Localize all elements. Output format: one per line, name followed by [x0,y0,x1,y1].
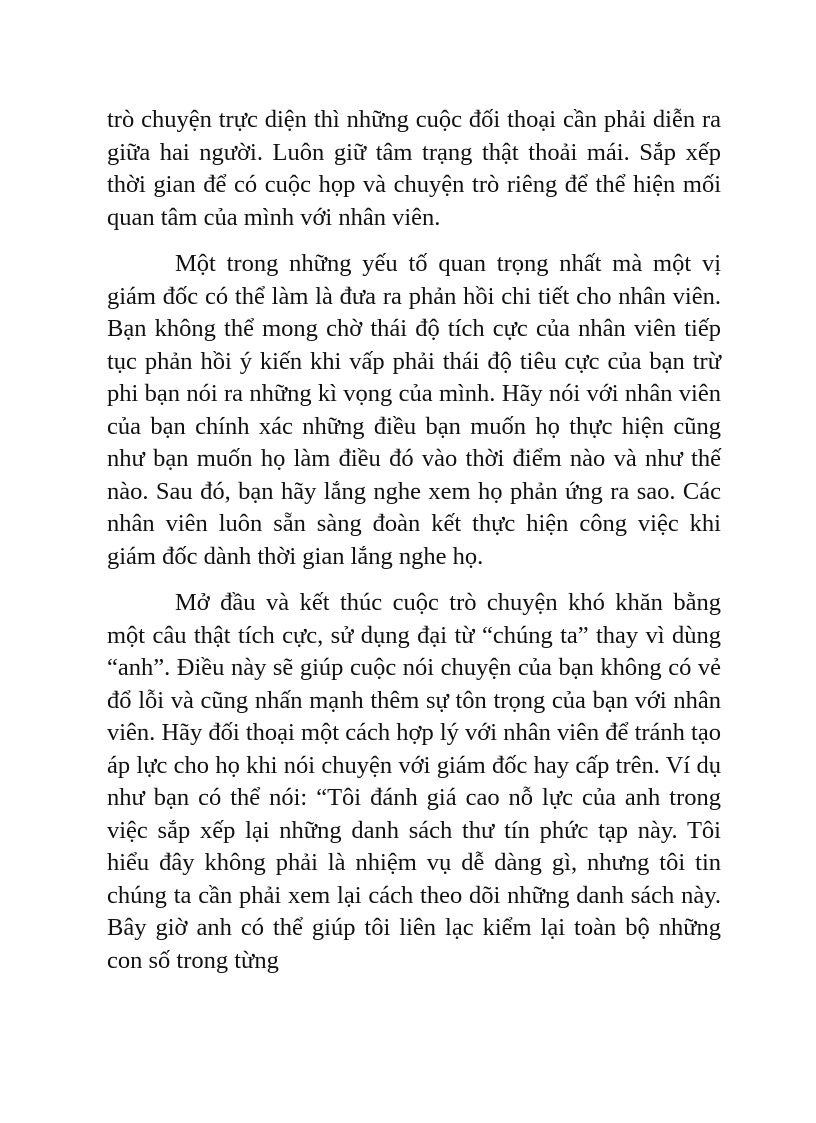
paragraph-feedback: Một trong những yếu tố quan trọng nhất mà một vị giám đốc có thể làm là đưa ra phản hồi chi tiết cho nhân viên. Bạn không thể mong chờ thái độ tích cực của nhân viên tiếp tục phản hồi ý kiến khi vấp phải thái độ tiêu cực của bạn trừ phi bạn nói ra những kì vọng của mình. Hãy nói với nhân viên của bạn chính xác những điều bạn muốn họ thực hiện cũng như bạn muốn họ làm điều đó vào thời điểm nào và như thế nào. Sau đó, bạn hãy lắng nghe xem họ phản ứng ra sao. Các nhân viên luôn sẵn sàng đoàn kết thực hiện công việc khi giám đốc dành thời gian lắng nghe họ. [107,250,721,570]
paragraph-continued: trò chuyện trực diện thì những cuộc đối thoại cần phải diễn ra giữa hai người. Luôn giữ tâm trạng thật thoải mái. Sắp xếp thời gian để có cuộc họp và chuyện trò riêng để thể hiện mối quan tâm của mình với nhân viên. [107,106,721,231]
paragraph-conversation: Mở đầu và kết thúc cuộc trò chuyện khó khăn bằng một câu thật tích cực, sử dụng đại từ “chúng ta” thay vì dùng “anh”. Điều này sẽ giúp cuộc nói chuyện của bạn không có vẻ đổ lỗi và cũng nhấn mạnh thêm sự tôn trọng của bạn với nhân viên. Hãy đối thoại một cách hợp lý với nhân viên để tránh tạo áp lực cho họ khi nói chuyện với giám đốc hay cấp trên. Ví dụ như bạn có thể nói: “Tôi đánh giá cao nỗ lực của anh trong việc sắp xếp lại những danh sách thư tín phức tạp này. Tôi hiểu đây không phải là nhiệm vụ dễ dàng gì, nhưng tôi tin chúng ta cần phải xem lại cách theo dõi những danh sách này. Bây giờ anh có thể giúp tôi liên lạc kiểm lại toàn bộ những con số trong từng [107,589,721,974]
body-text [107,104,721,977]
